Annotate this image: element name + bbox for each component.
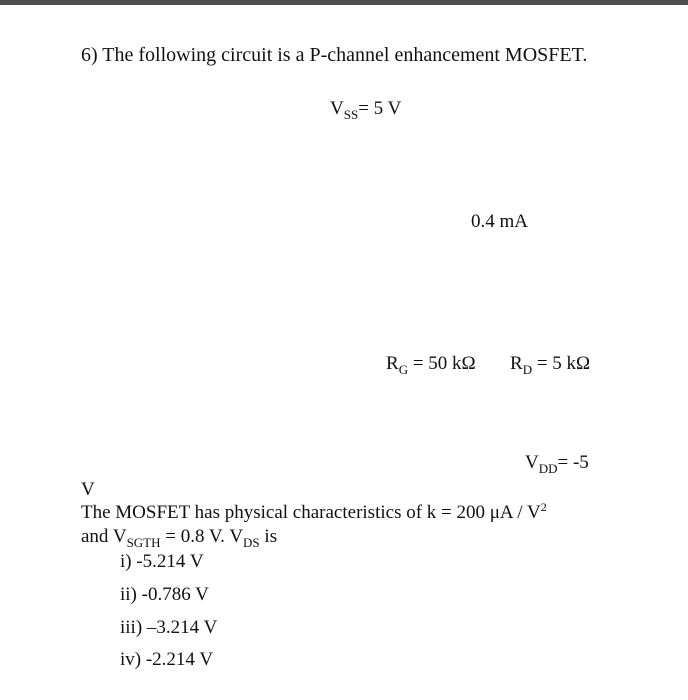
characteristics-line: The MOSFET has physical characteristics of k = 200 μA / $V^2$ [81,500,547,523]
vdd-label: $V_{DD}= -5$ [525,452,589,476]
option-iii: iii) –3.214 V [120,617,218,638]
vss-label: $V_{SS}= 5$ V [330,98,402,122]
option-ii: ii) -0.786 V [120,584,209,605]
rg-label: $R_G = 50$ kΩ [386,353,476,377]
threshold-line: and $V_{SGTH} = 0.8$ V. $V_{DS}$ is [81,526,278,550]
option-iv: iv) -2.214 V [120,649,214,670]
option-i: i) -5.214 V [120,551,204,572]
top-border [0,0,688,5]
question-title: 6) The following circuit is a P-channel enhancement MOSFET. [81,44,588,66]
current-label: 0.4 mA [471,211,528,232]
vdd-unit: V [81,479,95,500]
rd-label: $R_D = 5$ kΩ [510,353,591,377]
